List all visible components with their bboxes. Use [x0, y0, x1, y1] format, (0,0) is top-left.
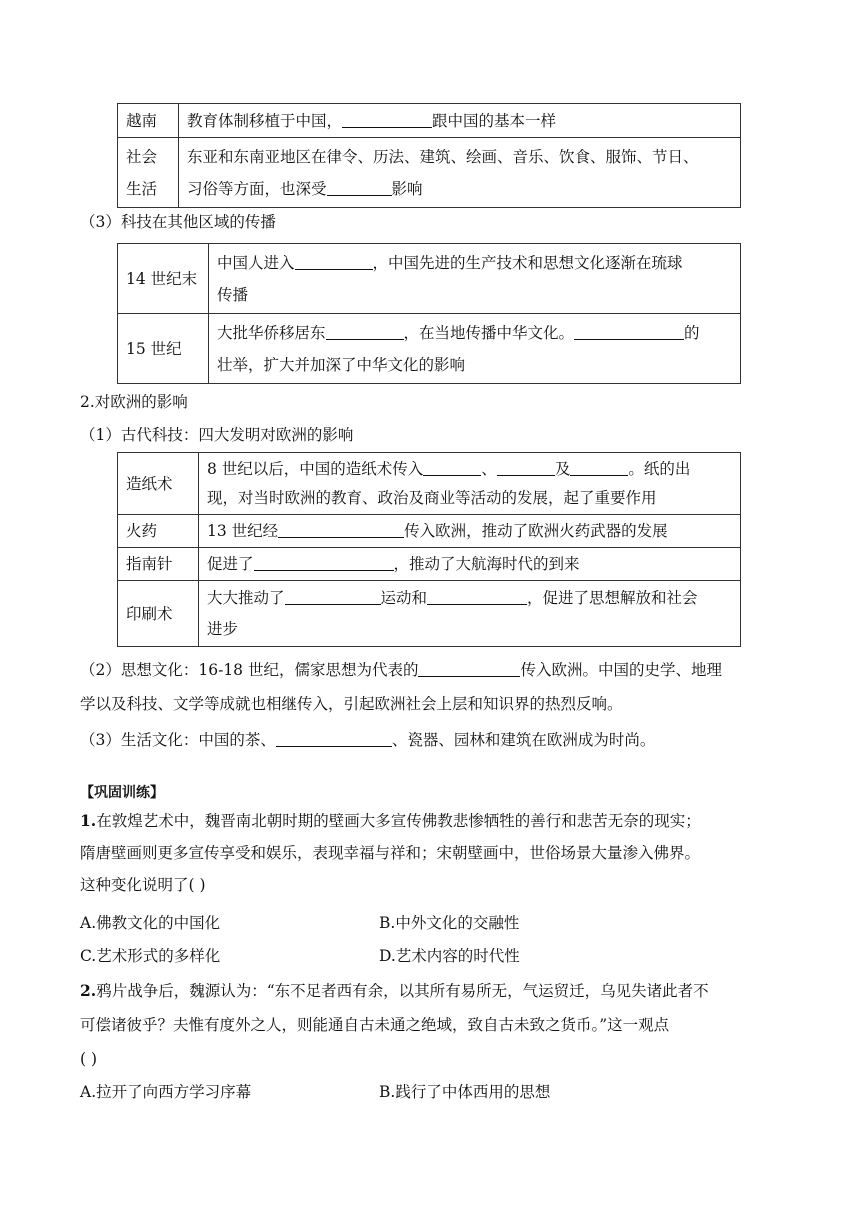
question-1 [80, 805, 701, 837]
table-row [118, 244, 741, 314]
text: 传入欧洲。中国的史学、地理 [520, 661, 722, 679]
cell-text: 促进了 [207, 555, 254, 573]
fill-blank[interactable] [276, 728, 392, 747]
question-2-line3: ( ) [80, 1050, 98, 1068]
question-1-line2: 隋唐壁画则更多宣传享受和娱乐，表现幸福与祥和；宋朝壁画中，世俗场景大量渗入佛界。 [80, 844, 701, 862]
fill-blank[interactable] [278, 519, 404, 538]
cell-text: 的 [684, 323, 700, 342]
question-1-line3: 这种变化说明了( ) [80, 876, 206, 894]
fill-blank[interactable] [285, 586, 381, 605]
option-a[interactable]: A.佛教文化的中国化 [80, 914, 221, 932]
fill-blank[interactable] [295, 251, 373, 270]
row-label: 15 世纪 [118, 314, 209, 384]
question-text: 在敦煌艺术中，魏晋南北朝时期的壁画大多宣传佛教悲惨牺牲的善行和悲苦无奈的现实； [96, 812, 701, 830]
cell-text: 13 世纪经 [207, 522, 279, 540]
option-b[interactable]: B.践行了中体西用的思想 [379, 1083, 551, 1101]
row-label: 越南 [118, 104, 179, 138]
question-text: 鸦片战争后，魏源认为：“东不足者西有余，以其所有易所无，气运贸迁，乌见失诸此者不 [96, 982, 709, 1000]
question-number: 1. [80, 811, 97, 830]
row-label: 指南针 [118, 548, 199, 581]
cell-text: 现，对当时欧洲的教育、政治及商业等活动的发展，起了重要作用 [207, 488, 657, 507]
table-culture-east-asia [117, 103, 741, 208]
table-row [118, 104, 741, 138]
cell-text: 。纸的出 [628, 459, 691, 478]
fill-blank[interactable] [418, 658, 520, 677]
table-row [118, 581, 741, 647]
table-row [118, 453, 741, 515]
text: 、瓷器、园林和建筑在欧洲成为时尚。 [391, 731, 656, 749]
option-d[interactable]: D.艺术内容的时代性 [379, 947, 520, 965]
cell-text: 壮举，扩大并加深了中华文化的影响 [217, 355, 466, 374]
cell-text: 大批华侨移居东 [217, 323, 326, 342]
question-number: 2. [80, 981, 97, 1000]
question-2 [80, 975, 709, 1007]
question-2-line2: 可偿诸彼乎？夫惟有度外之人，则能通自古未通之绝域，致自古未致之货币。”这一观点 [80, 1016, 670, 1034]
row-content [199, 515, 741, 548]
sub-heading: （1）古代科技：四大发明对欧洲的影响 [80, 426, 354, 444]
row-label: 14 世纪末 [118, 244, 209, 314]
cell-text: 运动和 [380, 588, 428, 607]
row-label: 火药 [118, 515, 199, 548]
paragraph-life [80, 724, 655, 756]
cell-text: ，中国先进的生产技术和思想文化逐渐在琉球 [372, 253, 683, 272]
paragraph-thought [80, 654, 722, 686]
section-heading: （3）科技在其他区域的传播 [80, 213, 276, 231]
cell-text: ，促进了思想解放和社会 [527, 588, 698, 607]
practice-heading: 【巩固训练】 [80, 785, 164, 801]
text: （3）生活文化：中国的茶、 [80, 731, 276, 749]
fill-blank[interactable] [570, 457, 628, 476]
table-row [118, 314, 741, 384]
table-other-regions [117, 243, 741, 384]
fill-blank[interactable] [327, 177, 392, 196]
cell-text: 习俗等方面，也深受 [187, 179, 327, 198]
fill-blank[interactable] [326, 321, 404, 340]
text: （2）思想文化：16-18 世纪，儒家思想为代表的 [80, 661, 419, 679]
cell-text: 8 世纪以后，中国的造纸术传入 [207, 459, 424, 478]
row-content [209, 244, 741, 314]
fill-blank[interactable] [427, 586, 527, 605]
fill-blank[interactable] [423, 457, 481, 476]
row-content [199, 581, 741, 647]
table-four-inventions [117, 452, 741, 647]
cell-text: 大大推动了 [207, 588, 285, 607]
row-content [179, 138, 741, 208]
section-heading: 2.对欧洲的影响 [80, 393, 188, 411]
cell-text: 传入欧洲，推动了欧洲火药武器的发展 [404, 522, 668, 540]
row-label: 印刷术 [118, 581, 199, 647]
cell-text: 中国人进入 [217, 253, 295, 272]
fill-blank[interactable] [254, 552, 394, 571]
cell-text: 及 [554, 459, 571, 478]
row-content [199, 548, 741, 581]
cell-text: 传播 [217, 285, 249, 304]
fill-blank[interactable] [574, 321, 684, 340]
option-c[interactable]: C.艺术形式的多样化 [80, 947, 221, 965]
cell-text: ，在当地传播中华文化。 [403, 323, 575, 342]
cell-text: 、 [481, 459, 497, 478]
cell-text: 跟中国的基本一样 [432, 111, 557, 130]
row-label: 造纸术 [118, 453, 199, 515]
option-a[interactable]: A.拉开了向西方学习序幕 [80, 1083, 252, 1101]
row-label: 社会 生活 [118, 138, 179, 208]
option-b[interactable]: B.中外文化的交融性 [379, 914, 520, 932]
cell-text: 教育体制移植于中国， [187, 111, 343, 130]
paragraph-thought-cont: 学以及科技、文学等成就也相继传入，引起欧洲社会上层和知识界的热烈反响。 [80, 695, 623, 713]
fill-blank[interactable] [342, 109, 432, 128]
row-content [179, 104, 741, 138]
table-row [118, 515, 741, 548]
row-content [199, 453, 741, 515]
table-row [118, 138, 741, 208]
cell-text: 东亚和东南亚地区在律令、历法、建筑、绘画、音乐、饮食、服饰、节日、 [187, 147, 699, 166]
table-row [118, 548, 741, 581]
cell-text: 影响 [391, 179, 423, 198]
cell-text: ，推动了大航海时代的到来 [393, 555, 580, 573]
row-content [209, 314, 741, 384]
fill-blank[interactable] [497, 457, 555, 476]
cell-text: 进步 [207, 619, 239, 638]
